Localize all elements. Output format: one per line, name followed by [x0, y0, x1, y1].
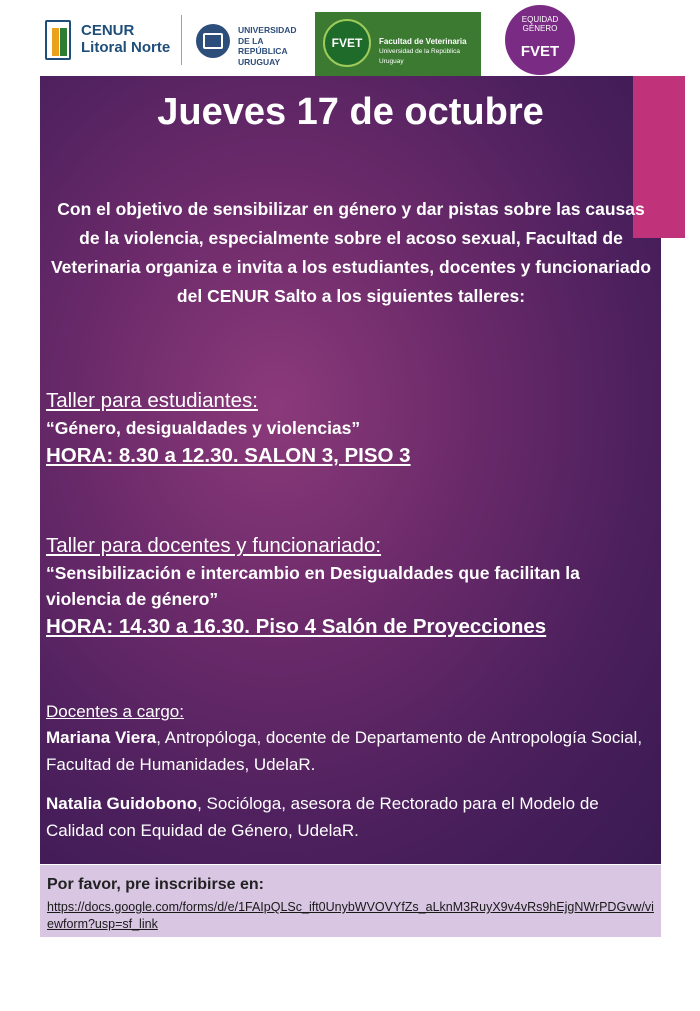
docente-entry	[46, 724, 658, 778]
equidad-genero-logo	[505, 5, 575, 75]
taller-docentes	[46, 532, 658, 642]
taller-docentes-label: Taller para docentes y funcionariado:	[46, 534, 382, 557]
udelar-logo-text: UNIVERSIDAD DE LA REPÚBLICA URUGUAY	[238, 25, 297, 67]
fvet-logo	[315, 12, 481, 76]
taller-docentes-topic: “Sensibilización e intercambio en Desigualdades que facilitan la violencia de género”	[46, 563, 580, 609]
equidad-logo-fvet: FVET	[520, 43, 560, 60]
fvet-emblem-icon: FVET	[323, 19, 371, 67]
taller-docentes-hora: HORA: 14.30 a 16.30. Piso 4 Salón de Proyecciones	[46, 615, 547, 638]
docente-description: , Socióloga, asesora de Rectorado para el Modelo de Calidad con Equidad de Género, UdelaR.	[46, 794, 599, 840]
fvet-logo-text: Facultad de Veterinaria Universidad de la República Uruguay	[379, 37, 467, 65]
docente-description: , Antropóloga, docente de Departamento de Antropología Social, Facultad de Humanidades, UdelaR.	[46, 728, 643, 774]
intro-paragraph: Con el objetivo de sensibilizar en género y dar pistas sobre las causas de la violencia, especialmente sobre el acoso sexual, Facultad de Veterinaria organiza e invita a los estudiantes, docentes y funcionariado del CENUR Salto a los siguientes talleres:	[50, 199, 652, 306]
cenur-logo-text: CENUR Litoral Norte	[81, 22, 171, 56]
logo-divider	[181, 15, 182, 65]
equidad-logo-text: EQUIDAD GÉNERO	[521, 15, 559, 33]
docente-entry	[46, 790, 658, 844]
docente-name: Natalia Guidobono	[46, 794, 198, 813]
taller-estudiantes-hora: HORA: 8.30 a 12.30. SALON 3, PISO 3	[46, 444, 411, 467]
taller-estudiantes-label: Taller para estudiantes:	[46, 389, 258, 412]
taller-estudiantes-topic: “Género, desigualdades y violencias”	[46, 418, 361, 438]
docente-name: Mariana Viera	[46, 728, 157, 747]
docentes-a-cargo	[46, 700, 658, 844]
udelar-seal-icon	[196, 24, 230, 58]
cenur-logo-icon	[45, 20, 73, 62]
registration-box	[40, 865, 661, 937]
logo-header	[0, 0, 700, 80]
event-date-title: Jueves 17 de octubre	[157, 91, 544, 133]
registration-link[interactable]: https://docs.google.com/forms/d/e/1FAIpQLSc_ift0UnybWVOVYfZs_aLknM3RuyX9v4vRs9hEjgNWrPDGvw/viewform?usp=sf_link	[47, 900, 654, 931]
taller-estudiantes	[46, 387, 658, 471]
registration-label: Por favor, pre inscribirse en:	[47, 876, 264, 893]
cenur-logo	[45, 18, 175, 66]
docentes-label: Docentes a cargo:	[46, 702, 184, 721]
udelar-logo	[196, 22, 306, 67]
